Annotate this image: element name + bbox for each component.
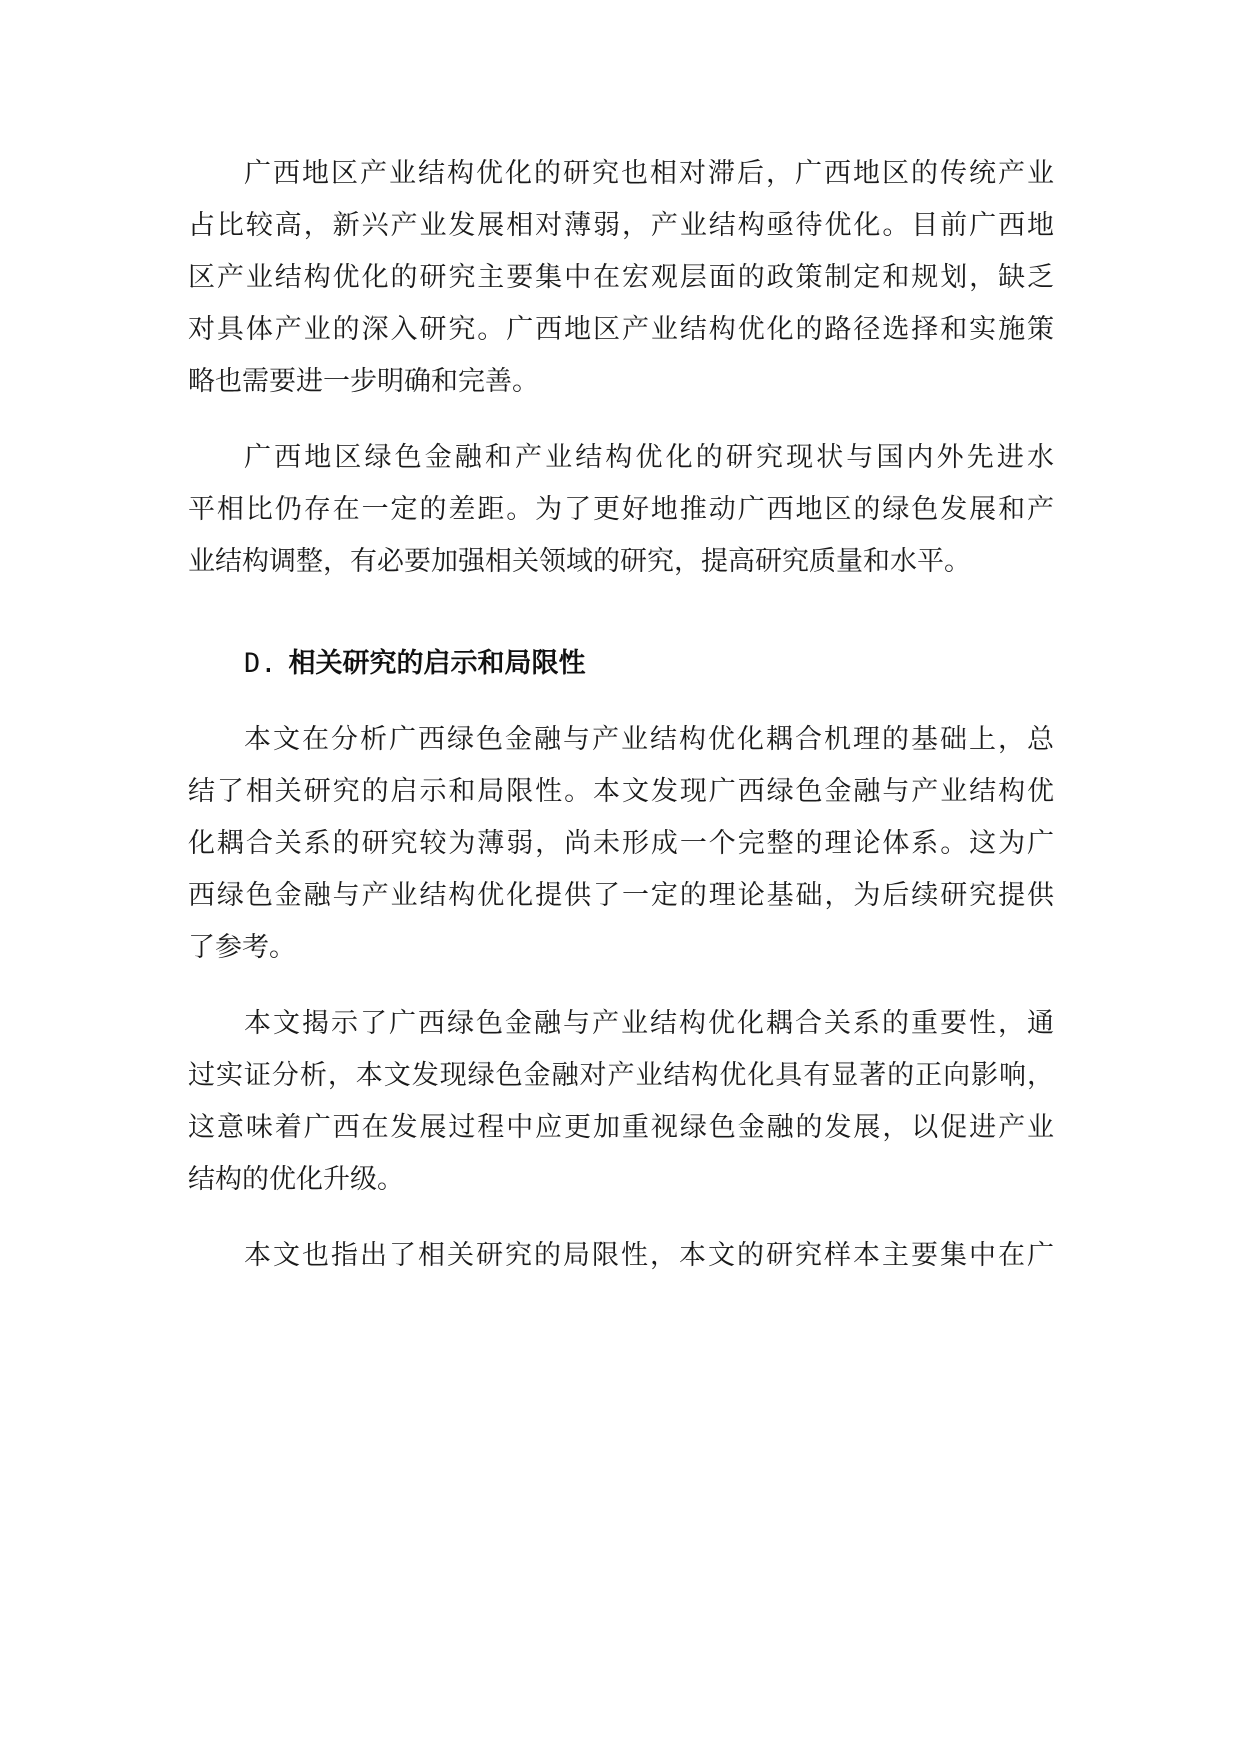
section-title: 相关研究的启示和局限性 xyxy=(288,648,586,679)
text-line: 略也需要进一步明确和完善。 xyxy=(188,366,539,397)
paragraph xyxy=(188,1230,1054,1282)
section-number: D. xyxy=(244,648,277,679)
text-line: 这意味着广西在发展过程中应更加重视绿色金融的发展，以促进产业 xyxy=(188,1112,1054,1143)
text-line: 广西地区产业结构优化的研究也相对滞后，广西地区的传统产业 xyxy=(244,158,1054,189)
text-line: 化耦合关系的研究较为薄弱，尚未形成一个完整的理论体系。这为广 xyxy=(188,828,1054,859)
paragraph xyxy=(188,432,1054,588)
text-line: 对具体产业的深入研究。广西地区产业结构优化的路径选择和实施策 xyxy=(188,314,1054,345)
text-line: 结了相关研究的启示和局限性。本文发现广西绿色金融与产业结构优 xyxy=(188,776,1054,807)
text-line: 过实证分析，本文发现绿色金融对产业结构优化具有显著的正向影响， xyxy=(188,1060,1054,1091)
text-line: 了参考。 xyxy=(188,932,296,963)
paragraph xyxy=(188,998,1054,1206)
section-heading xyxy=(244,638,1054,690)
text-line: 结构的优化升级。 xyxy=(188,1164,404,1195)
text-line: 本文揭示了广西绿色金融与产业结构优化耦合关系的重要性，通 xyxy=(244,1008,1054,1039)
text-line: 西绿色金融与产业结构优化提供了一定的理论基础，为后续研究提供 xyxy=(188,880,1054,911)
paragraph xyxy=(188,714,1054,974)
text-line: 平相比仍存在一定的差距。为了更好地推动广西地区的绿色发展和产 xyxy=(188,494,1054,525)
text-line: 本文在分析广西绿色金融与产业结构优化耦合机理的基础上，总 xyxy=(244,724,1054,755)
text-line: 占比较高，新兴产业发展相对薄弱，产业结构亟待优化。目前广西地 xyxy=(188,210,1054,241)
text-line: 区产业结构优化的研究主要集中在宏观层面的政策制定和规划，缺乏 xyxy=(188,262,1054,293)
text-line: 本文也指出了相关研究的局限性，本文的研究样本主要集中在广 xyxy=(244,1240,1054,1271)
document-body xyxy=(188,148,1054,1282)
paragraph xyxy=(188,148,1054,408)
text-line: 广西地区绿色金融和产业结构优化的研究现状与国内外先进水 xyxy=(244,442,1054,473)
text-line: 业结构调整，有必要加强相关领域的研究，提高研究质量和水平。 xyxy=(188,546,971,577)
